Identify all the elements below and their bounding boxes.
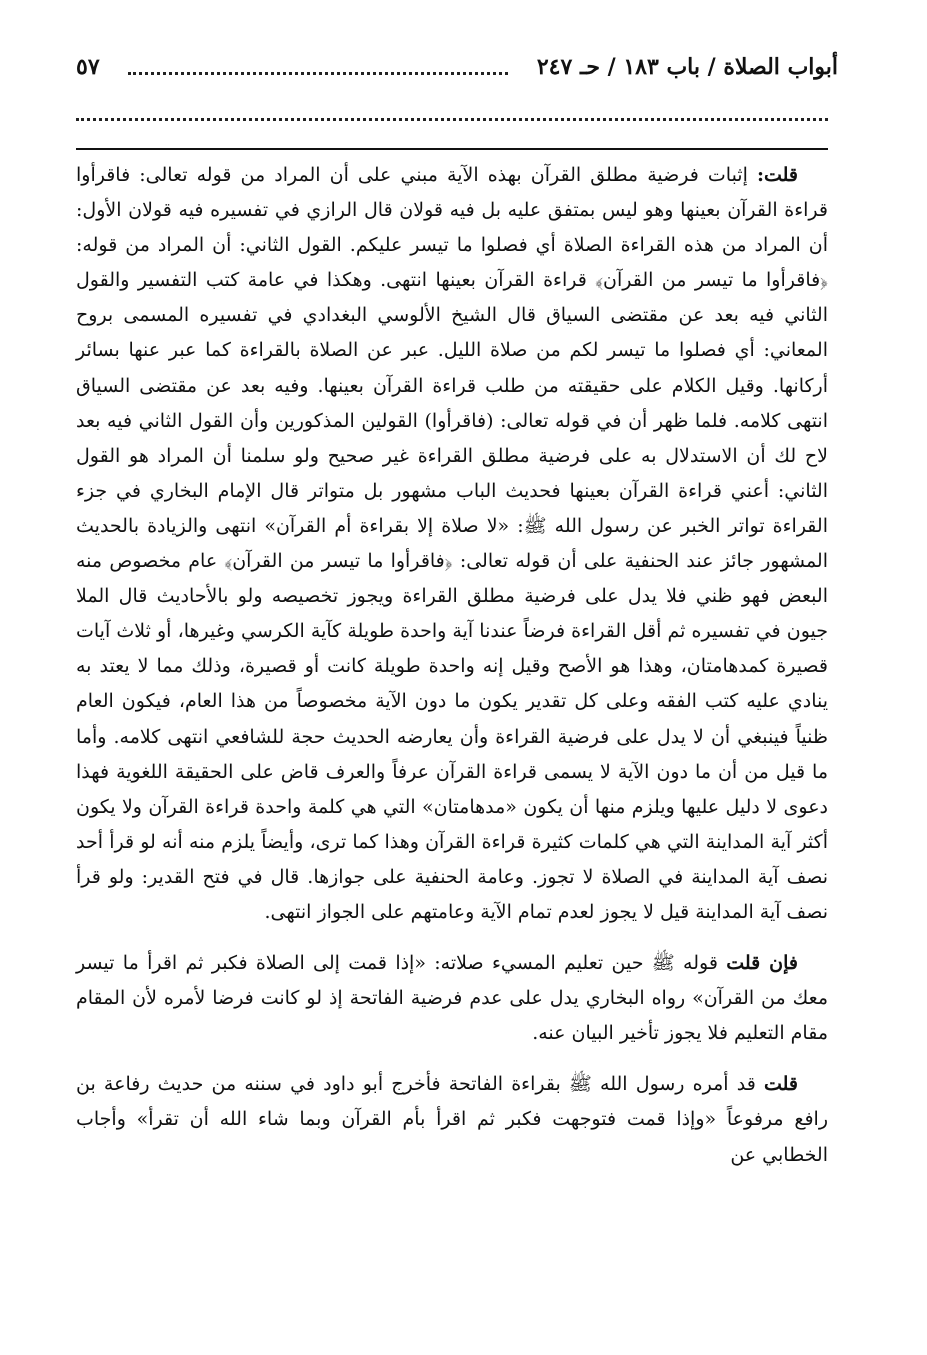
page-body <box>76 158 828 1173</box>
header-dotted-leader <box>128 72 508 75</box>
header-rule <box>76 148 828 150</box>
page-number: ٥٧ <box>76 54 100 80</box>
paragraph-text: إثبات فرضية مطلق القرآن بهذه الآية مبني على أن المراد من قوله تعالى: فاقرأوا قراءة القرآن بعينها وهو ليس بمتفق عليه بل فيه قولان قال الرازي في تفسيره فيه قولان الأول: أن المراد من هذه القراءة الصلاة أي فصلوا ما تيسر عليكم. القول الثاني: أن المراد من قوله: ﴿فاقرأوا ما تيسر من القرآن﴾ قراءة القرآن بعينها انتهى. وهكذا في عامة كتب التفسير والقول الثاني فيه بعد عن مقتضى السياق قال الشيخ الألوسي البغدادي في تفسيره المسمى بروح المعاني: أي فصلوا ما تيسر لكم من صلاة الليل. عبر عن الصلاة بالقراءة كما عبر عنها بسائر أركانها. وقيل الكلام على حقيقته من طلب قراءة القرآن بعينها. وفيه بعد عن مقتضى السياق انتهى كلامه. فلما ظهر أن في قوله تعالى: (فاقرأوا) القولين المذكورين وأن القول الثاني فيه بعد لاح لك أن الاستدلال به على فرضية مطلق القراءة غير صحيح ولو سلمنا أن المراد هو القول الثاني: أعني قراءة القرآن بعينها فحديث الباب مشهور بل متواتر قال الإمام البخاري في جزء القراءة تواتر الخبر عن رسول الله ﷺ: «لا صلاة إلا بقراءة أم القرآن» انتهى والزيادة بالحديث المشهور جائز عند الحنفية على أن قوله تعالى: ﴿فاقرأوا ما تيسر من القرآن﴾ عام مخصوص منه البعض فهو ظني فلا يدل على فرضية مطلق القراءة ويجوز تخصيصه ولو بالأحاديث قال الملا جيون في تفسيره ثم أقل القراءة فرضاً عندنا آية واحدة طويلة كآية الكرسي وغيرها، أو ثلاث آيات قصيرة كمدهامتان، وهذا هو الأصح وقيل إنه واحدة طويلة كانت أو قصيرة، وذلك مما لا يعتد به ينادي عليه كتب الفقه وعلى كل تقدير يكون ما دون الآية مخصوصاً من هذا العام، فيكون العام ظنياً فينبغي أن لا يدل على فرضية القراءة وأن يعارضه الحديث حجة للشافعي انتهى كلامه. وأما ما قيل من أن ما دون الآية لا يسمى قراءة القرآن عرفاً والعرف قاض على الحقيقة اللغوية فهذا دعوى لا دليل عليها ويلزم منها أن يكون «مدهامتان» التي هي كلمة واحدة قراءة القرآن ولا يكون أكثر آية المداينة التي هي كلمات كثيرة قراءة القرآن وهذا كما ترى، وأيضاً يلزم منه أنه لو قرأ أحد نصف آية المداينة في الصلاة لا تجوز. وعامة الحنفية على جوازها. قال في فتح القدير: ولو قرأ نصف آية المداينة قيل لا يجوز لعدم تمام الآية وعامتهم على الجواز انتهى. <box>76 164 828 923</box>
running-header <box>72 54 838 88</box>
paragraph-lead: قلت <box>763 1073 798 1096</box>
paragraph-lead: فإن قلت <box>726 952 798 975</box>
header-title: أبواب الصلاة / باب ١٨٣ / حـ ٢٤٧ <box>536 54 838 80</box>
dotted-separator <box>76 118 828 121</box>
paragraph-text: قد أمره رسول الله ﷺ بقراءة الفاتحة فأخرج أبو داود في سننه من حديث رفاعة بن رافع مرفوعاً «وإذا قمت فتوجهت فكبر ثم اقرأ بأم القرآن وبما شاء الله أن تقرأ» وأجاب الخطابي عن <box>76 1073 828 1166</box>
paragraph-text: قوله ﷺ حين تعليم المسيء صلاته: «إذا قمت إلى الصلاة فكبر ثم اقرأ ما تيسر معك من القرآن» رواه البخاري يدل على عدم فرضية الفاتحة إذ لو كانت فرضا لأمره لأن المقام مقام التعليم فلا يجوز تأخير البيان عنه. <box>76 952 828 1045</box>
paragraph-3 <box>76 1067 828 1172</box>
paragraph-2 <box>76 946 828 1051</box>
paragraph-1 <box>76 158 828 930</box>
paragraph-lead: قلت: <box>756 164 798 186</box>
